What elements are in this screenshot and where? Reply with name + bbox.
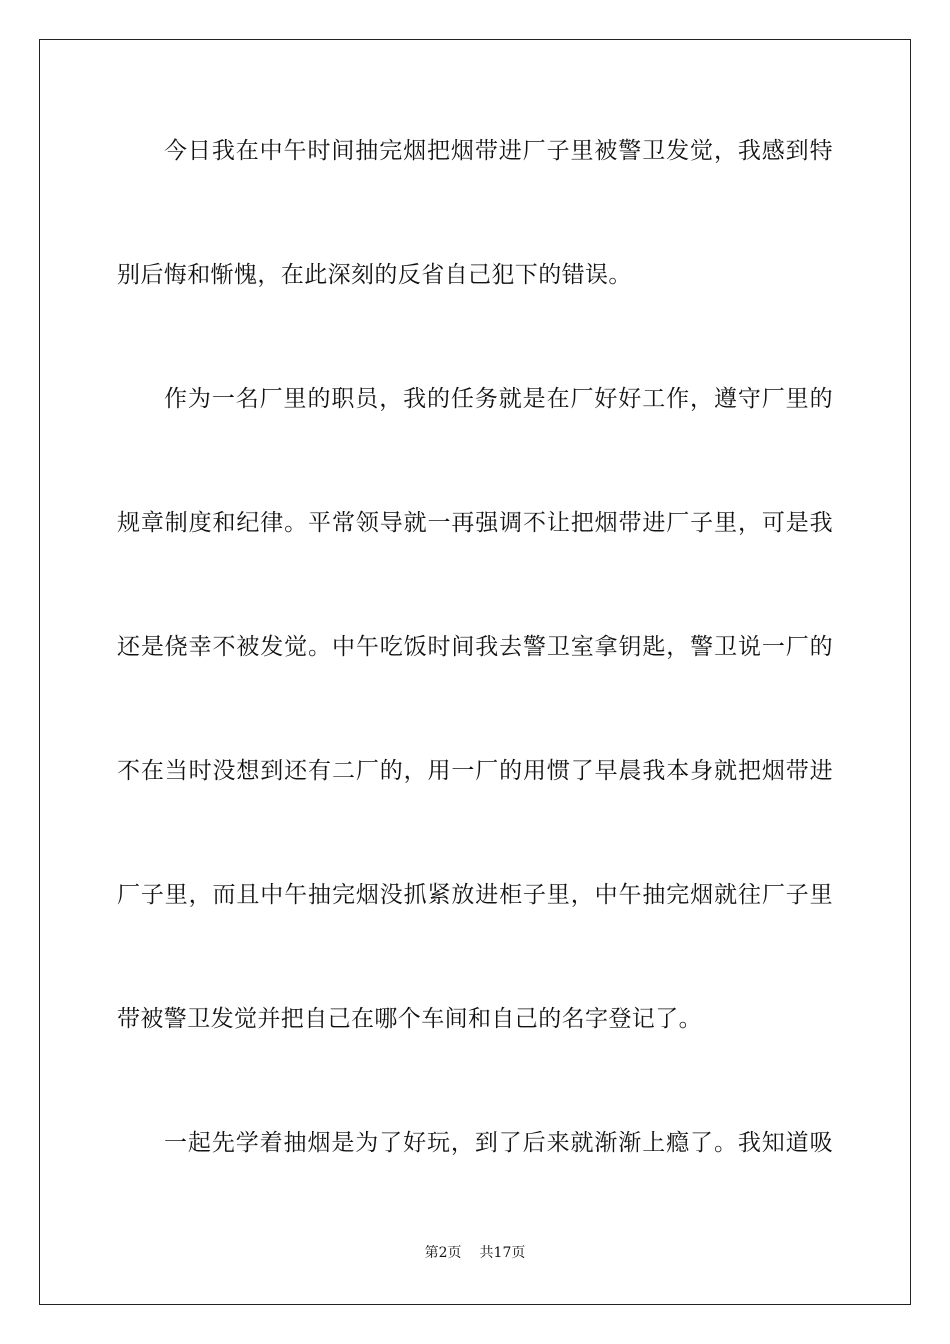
paragraph-2-line-4: 不在当时没想到还有二厂的，用一厂的用惯了早晨我本身就把烟带进 bbox=[117, 758, 833, 784]
paragraph-1-line-1: 今日我在中午时间抽完烟把烟带进厂子里被警卫发觉，我感到特 bbox=[164, 138, 833, 164]
page-number: 第2页 bbox=[424, 1245, 462, 1261]
page-total: 共17页 bbox=[479, 1245, 526, 1261]
paragraph-2-line-5: 厂子里，而且中午抽完烟没抓紧放进柜子里，中午抽完烟就往厂子里 bbox=[117, 882, 833, 908]
page-border bbox=[39, 39, 911, 1305]
paragraph-2-line-1: 作为一名厂里的职员，我的任务就是在厂好好工作，遵守厂里的 bbox=[164, 386, 833, 412]
page-footer bbox=[0, 1244, 950, 1262]
paragraph-2-line-2: 规章制度和纪律。平常领导就一再强调不让把烟带进厂子里，可是我 bbox=[117, 510, 833, 536]
paragraph-2-line-6: 带被警卫发觉并把自己在哪个车间和自己的名字登记了。 bbox=[117, 1006, 702, 1032]
paragraph-1-line-2: 别后悔和惭愧，在此深刻的反省自己犯下的错误。 bbox=[117, 262, 632, 288]
paragraph-3-line-1: 一起先学着抽烟是为了好玩，到了后来就渐渐上瘾了。我知道吸 bbox=[164, 1130, 833, 1156]
paragraph-2-line-3: 还是侥幸不被发觉。中午吃饭时间我去警卫室拿钥匙，警卫说一厂的 bbox=[117, 634, 833, 660]
